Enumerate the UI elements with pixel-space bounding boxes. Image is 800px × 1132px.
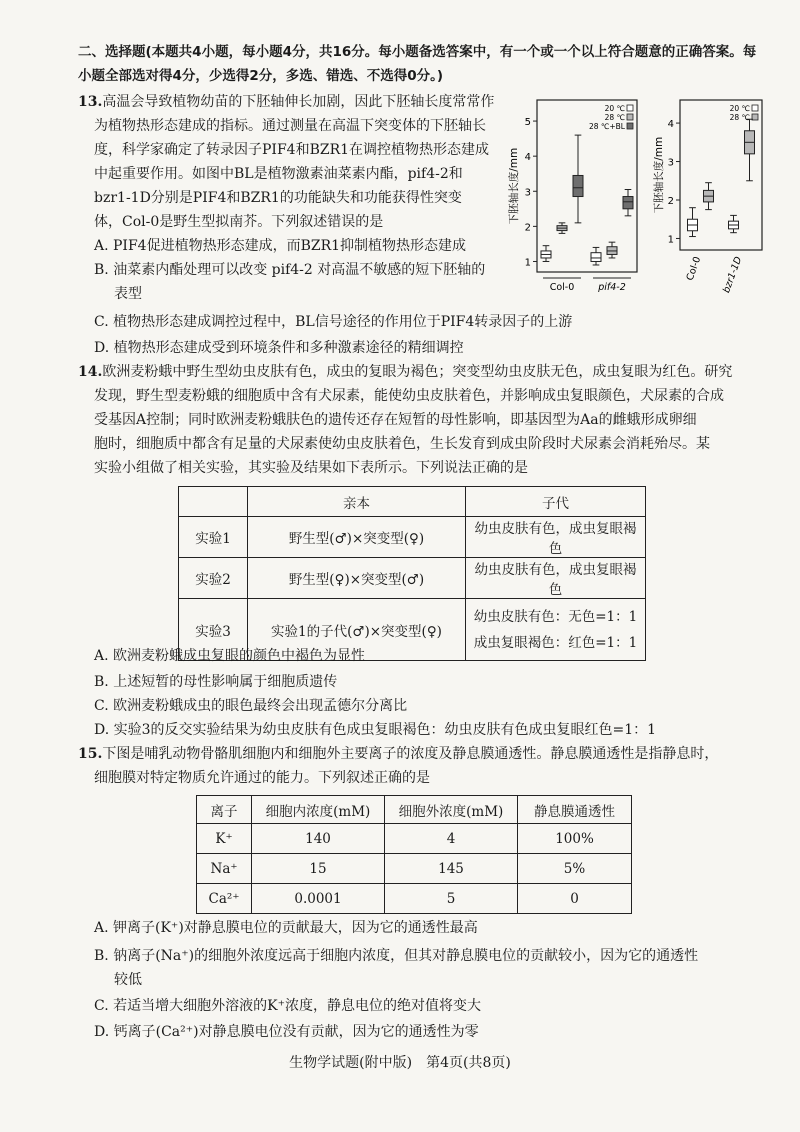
y-tick-label: 1 <box>524 257 531 269</box>
q15-option-a[interactable]: A. 钾离子(K⁺)对静息膜电位的贡献最大，因为它的通透性最高 <box>94 920 478 936</box>
legend-label: 28 ℃ <box>729 113 750 122</box>
table-row <box>197 884 632 914</box>
y-axis-label: 下胚轴长度/mm <box>508 147 520 225</box>
q13-option-c[interactable]: C. 植物热形态建成调控过程中，BL信号途径的作用位于PIF4转录因子的上游 <box>94 314 573 330</box>
q13-option-d[interactable]: D. 植物热形态建成受到环境条件和多种激素途径的精细调控 <box>94 340 464 356</box>
table-cell: 0.0001 <box>252 884 385 914</box>
y-tick-label: 3 <box>524 187 531 199</box>
table-cell: 0 <box>518 884 632 914</box>
table-cell: 实验1的子代(♂)×突变型(♀) <box>248 599 466 661</box>
y-tick-label: 5 <box>524 117 531 129</box>
table-cell: 幼虫皮肤有色，成虫复眼褐色 <box>466 517 646 558</box>
table-cell <box>466 599 646 661</box>
q15-stem <box>78 742 778 790</box>
offspring-line: 幼虫皮肤有色：无色=1：1 <box>473 608 638 625</box>
q13-line-3: 度，科学家确定了转录因子PIF4和BZR1在调控植物热形态建成 <box>94 142 490 158</box>
q14-stem <box>78 360 778 480</box>
y-tick-label: 4 <box>667 119 674 131</box>
q14-line-3: 受基因A控制；同时欧洲麦粉蛾肤色的遗传还存在短暂的母性影响，即基因型为Aa的雌蛾形成卵细 <box>94 412 697 428</box>
legend-label: 28 ℃ <box>604 113 625 122</box>
legend-swatch <box>627 114 633 120</box>
table-header-cell: 细胞内浓度(mM) <box>252 796 385 824</box>
legend-label: 28 ℃+BL <box>589 122 625 131</box>
q14-line-1: 14.欧洲麦粉蛾中野生型幼虫皮肤有色，成虫的复眼为褐色；突变型幼虫皮肤无色，成虫复眼为红色。研究 <box>78 364 733 380</box>
table-header-row <box>197 796 632 824</box>
y-axis-label: 下胚轴长度/mm <box>653 136 665 214</box>
table-row <box>197 854 632 884</box>
table-cell: 野生型(♀)×突变型(♂) <box>248 558 466 599</box>
box-28 ℃+BL <box>573 175 583 196</box>
q13-line-1: 13.高温会导致植物幼苗的下胚轴伸长加剧，因此下胚轴长度常常作 <box>78 94 495 110</box>
q13-line-2: 为植物热形态建成的指标。通过测量在高温下突变体的下胚轴长 <box>94 118 486 134</box>
category-label: pif4-2 <box>598 282 626 293</box>
table-cell: 15 <box>252 854 385 884</box>
table-header-cell: 离子 <box>197 796 252 824</box>
table-cell: 100% <box>518 824 632 854</box>
table-cell: 幼虫皮肤有色，成虫复眼褐色 <box>466 558 646 599</box>
q14-option-b[interactable]: B. 上述短暂的母性影响属于细胞质遗传 <box>94 674 338 690</box>
q13-option-b-cont: 表型 <box>114 286 142 302</box>
legend-label: 20 ℃ <box>729 104 750 113</box>
category-label: Col-0 <box>549 282 575 293</box>
table-cell: K⁺ <box>197 824 252 854</box>
q15-option-b[interactable]: B. 钠离子(Na⁺)的细胞外浓度远高于细胞内浓度，但其对静息膜电位的贡献较小，因为它的通透性 <box>94 948 699 964</box>
category-label: Col-0 <box>684 255 704 283</box>
category-label: bzr1-1D <box>721 255 745 295</box>
table-header-cell: 静息膜通透性 <box>518 796 632 824</box>
y-tick-label: 3 <box>667 157 674 169</box>
y-tick-label: 2 <box>524 222 531 234</box>
table-cell: 实验1 <box>179 517 248 558</box>
box-plot-chart-1 <box>505 92 645 302</box>
q14-table <box>178 486 646 661</box>
table-cell: Ca²⁺ <box>197 884 252 914</box>
box-plot-chart-2 <box>650 92 770 302</box>
table-cell: 实验2 <box>179 558 248 599</box>
q15-number: 15. <box>78 746 103 762</box>
q13-line-4: 中起重要作用。如图中BL是植物激素油菜素内酯，pif4-2和 <box>94 166 463 182</box>
table-row <box>179 517 646 558</box>
q14-line-2: 发现，野生型麦粉蛾的细胞质中含有犬尿素，能使幼虫皮肤着色，并影响成虫复眼颜色，犬尿素的合成 <box>94 388 724 404</box>
table-row <box>179 558 646 599</box>
legend-swatch <box>627 105 633 111</box>
y-tick-label: 4 <box>524 152 531 164</box>
q14-option-d[interactable]: D. 实验3的反交实验结果为幼虫皮肤有色成虫复眼褐色：幼虫皮肤有色成虫复眼红色=1：1 <box>94 722 657 738</box>
box-28 ℃+BL <box>623 197 633 209</box>
table-header-row <box>179 487 646 517</box>
q15-option-d[interactable]: D. 钙离子(Ca²⁺)对静息膜电位没有贡献，因为它的通透性为零 <box>94 1024 479 1040</box>
q13-option-a[interactable]: A. PIF4促进植物热形态建成，而BZR1抑制植物热形态建成 <box>94 238 467 254</box>
table-header-cell: 子代 <box>466 487 646 517</box>
table-cell: 5% <box>518 854 632 884</box>
q14-option-a[interactable]: A. 欧洲麦粉蛾成虫复眼的颜色中褐色为显性 <box>94 648 366 664</box>
q15-line-2: 细胞膜对特定物质允许通过的能力。下列叙述正确的是 <box>94 770 430 786</box>
y-tick-label: 2 <box>667 196 674 207</box>
q15-table <box>196 795 632 914</box>
page-footer: 生物学试题(附中版) 第4页(共8页) <box>289 1055 511 1071</box>
q14-line-5: 实验小组做了相关实验，其实验及结果如下表所示。下列说法正确的是 <box>94 460 528 476</box>
q15-line-1: 15.下图是哺乳动物骨骼肌细胞内和细胞外主要离子的浓度及静息膜通透性。静息膜通透性是指静息时， <box>78 746 719 762</box>
table-cell: 野生型(♂)×突变型(♀) <box>248 517 466 558</box>
table-cell: 145 <box>385 854 518 884</box>
table-header-cell <box>179 487 248 517</box>
y-tick-label: 1 <box>667 234 674 246</box>
q13-line-6: 体，Col-0是野生型拟南芥。下列叙述错误的是 <box>94 214 384 230</box>
table-header-cell: 亲本 <box>248 487 466 517</box>
offspring-line: 成虫复眼褐色：红色=1：1 <box>473 634 638 651</box>
table-cell: 实验3 <box>179 599 248 661</box>
table-row <box>197 824 632 854</box>
table-header-cell: 细胞外浓度(mM) <box>385 796 518 824</box>
table-cell: Na⁺ <box>197 854 252 884</box>
q15-option-b-cont: 较低 <box>114 972 142 988</box>
q14-option-c[interactable]: C. 欧洲麦粉蛾成虫的眼色最终会出现孟德尔分离比 <box>94 698 408 714</box>
legend-swatch <box>752 105 758 111</box>
q15-option-c[interactable]: C. 若适当增大细胞外溶液的K⁺浓度，静息电位的绝对值将变大 <box>94 998 481 1014</box>
q14-line-4: 胞时，细胞质中都含有足量的犬尿素使幼虫皮肤着色，生长发育到成虫阶段时犬尿素会消耗殆尽。某 <box>94 436 710 452</box>
legend-label: 20 ℃ <box>604 104 625 113</box>
table-cell: 140 <box>252 824 385 854</box>
q13-option-b[interactable]: B. 油菜素内酯处理可以改变 pif4-2 对高温不敏感的短下胚轴的 <box>94 262 486 278</box>
legend-swatch <box>752 114 758 120</box>
table-cell: 5 <box>385 884 518 914</box>
section-header: 二、选择题(本题共4小题，每小题4分，共16分。每小题备选答案中，有一个或一个以上符合题意的正确答案。每小题全部选对得4分，少选得2分，多选、错选、不选得0分。) <box>78 44 757 84</box>
table-cell: 4 <box>385 824 518 854</box>
q14-number: 14. <box>78 364 103 380</box>
box-20 ℃ <box>591 253 601 262</box>
q13-number: 13. <box>78 94 103 110</box>
q13-line-5: bzr1-1D分别是PIF4和BZR1的功能缺失和功能获得性突变 <box>94 190 462 206</box>
q13-stem <box>78 90 528 234</box>
legend-swatch <box>627 123 633 129</box>
